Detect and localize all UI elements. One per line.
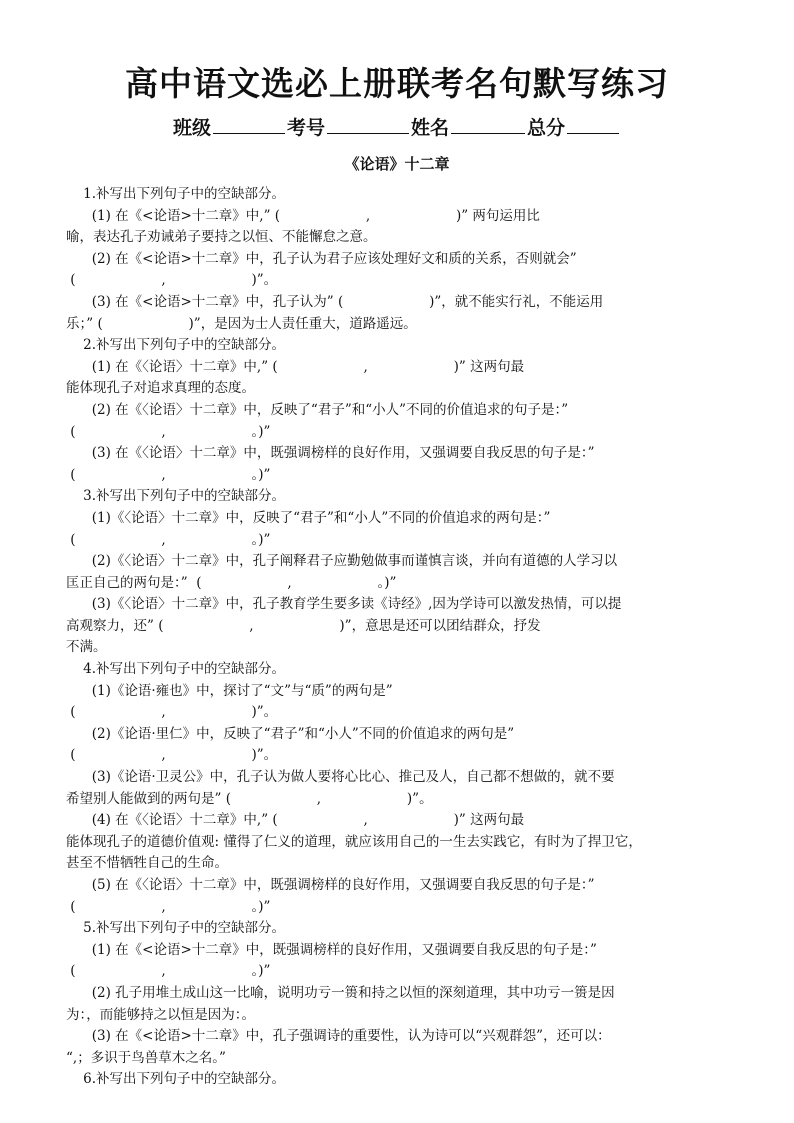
text-line: (3)《〈论语〉十二章》中，孔子教育学生要多读《诗经》,因为学诗可以激发热情，可以提: [66, 596, 622, 613]
text-line: 匡正自己的两句是：” ( , 。)”: [66, 574, 397, 591]
text-line: 1.补写出下列句子中的空缺部分。: [66, 186, 286, 202]
text-line: (2) 在《〈论语〉十二章》中，反映了“君子”和“小人”不同的价值追求的句子是：”: [66, 401, 569, 418]
text-line: 4.补写出下列句子中的空缺部分。: [66, 661, 286, 678]
text-line: (2) 孔子用堆土成山这一比喻，说明功亏一篑和持之以恒的深刻道理，其中功亏一篑是因: [66, 984, 615, 1001]
text-line: 能体现孔子对追求真理的态度。: [66, 380, 255, 397]
text-line: ( , )”。: [66, 747, 278, 764]
text-line: ( , 。)”: [66, 963, 271, 980]
text-line: (4) 在《〈论语〉十二章》中,” ( , )” 这两句最: [66, 812, 525, 829]
student-info-row: [0, 113, 794, 140]
text-line: 6.补写出下列句子中的空缺部分。: [66, 1071, 286, 1088]
text-line: ( , 。)”: [66, 466, 271, 483]
section-subtitle: 《论语》十二章: [344, 155, 450, 173]
text-line: 5.补写出下列句子中的空缺部分。: [66, 920, 286, 937]
text-line: 喻，表达孔子劝诫弟子要持之以恒、不能懈怠之意。: [66, 229, 377, 246]
class-label: 班级: [172, 117, 211, 139]
text-line: ( , 。)”: [66, 423, 271, 440]
text-line: 甚至不惜牺牲自己的生命。: [66, 855, 228, 872]
text-line: (1) 在《<论语>十二章》中,” ( , )” 两句运用比: [66, 207, 540, 224]
text-line: (5) 在《〈论语〉十二章》中，既强调榜样的良好作用，又强调要自我反思的句子是：”: [66, 877, 595, 893]
text-line: (3)《论语·卫灵公》中，孔子认为做人要将心比心、推己及人，自己都不想做的，就不要: [66, 769, 615, 786]
text-line: (3) 在《<论语>十二章》中，孔子认为” ( )”，就不能实行礼，不能运用: [66, 293, 604, 310]
page-title: 高中语文选必上册联考名句默写练习: [125, 64, 669, 103]
name-blank[interactable]: [451, 115, 525, 134]
exam-number-blank[interactable]: [327, 115, 409, 134]
text-line: 不满。: [66, 639, 107, 656]
text-line: (3) 在《<论语>十二章》中，孔子强调诗的重要性，认为诗可以“兴观群怨”，还可以：: [66, 1028, 611, 1045]
question-list: [66, 184, 734, 1091]
class-blank[interactable]: [213, 115, 285, 134]
text-line: (3) 在《〈论语〉十二章》中，既强调榜样的良好作用，又强调要自我反思的句子是：”: [66, 445, 595, 462]
text-line: 乐；” ( )”，是因为士人责任重大，道路遥远。: [66, 315, 417, 332]
text-line: (1) 在《〈论语〉十二章》中,” ( , )” 这两句最: [66, 358, 525, 375]
text-line: (1) 在《<论语>十二章》中，既强调榜样的良好作用，又强调要自我反思的句子是：”: [66, 941, 597, 958]
text-line: 3.补写出下列句子中的空缺部分。: [66, 488, 286, 505]
score-blank[interactable]: [567, 115, 619, 134]
name-label: 姓名: [411, 117, 450, 139]
text-line: (2)《〈论语〉十二章》中，孔子阐释君子应勤勉做事而谨慎言谈，并向有道德的人学习以: [66, 553, 618, 570]
text-line: ( , )”。: [66, 272, 278, 289]
text-line: 希望别人能做到的两句是” ( , )”。: [66, 790, 433, 807]
text-line: “,；多识于鸟兽草木之名。”: [66, 1049, 226, 1066]
text-line: (2)《论语·里仁》中，反映了“君子”和“小人”不同的价值追求的两句是”: [66, 725, 515, 742]
text-line: ( , 。)”: [66, 898, 271, 915]
text-line: 能体现孔子的道德价值观: 懂得了仁义的道理，就应该用自己的一生去实践它，有时为了捍卫它，: [66, 833, 642, 850]
text-line: (1)《〈论语〉十二章》中，反映了“君子”和“小人”不同的价值追求的两句是：”: [66, 509, 551, 526]
exam-number-label: 考号: [286, 117, 325, 139]
text-line: ( , 。)”: [66, 531, 271, 548]
text-line: 为：，而能够持之以恒是因为：。: [66, 1006, 255, 1023]
text-line: (1)《论语·雍也》中，探讨了“文”与“质”的两句是”: [66, 682, 393, 699]
score-label: 总分: [527, 117, 566, 139]
text-line: ( , )”。: [66, 704, 278, 721]
text-line: 2.补写出下列句子中的空缺部分。: [66, 337, 286, 354]
text-line: 高观察力，还” ( , )”，意思是还可以团结群众，抒发: [66, 617, 541, 634]
text-line: (2) 在《<论语>十二章》中，孔子认为君子应该处理好文和质的关系，否则就会”: [66, 250, 577, 267]
